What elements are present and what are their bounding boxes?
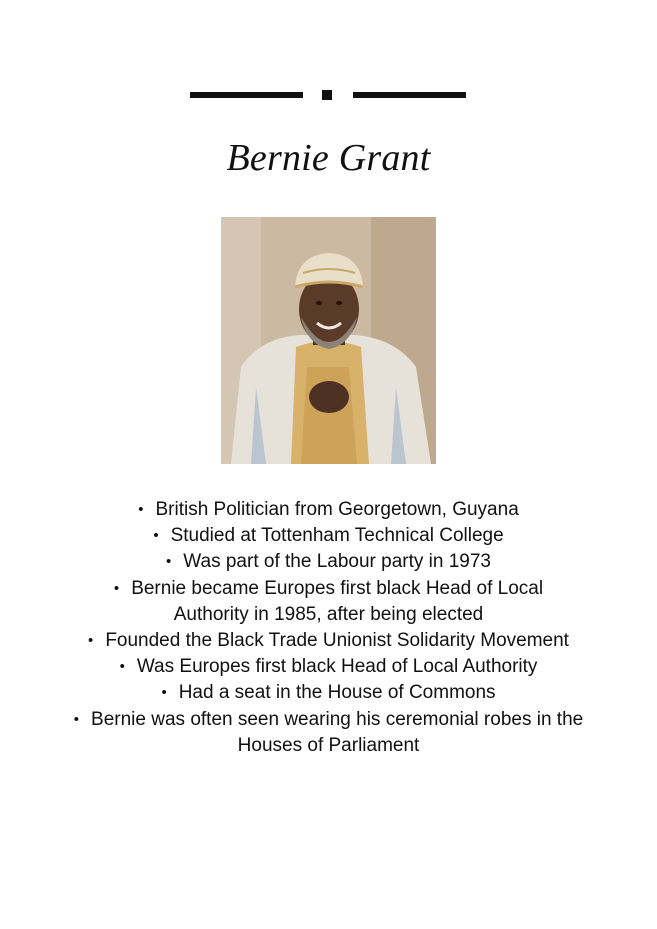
fact-text: Was part of the Labour party in 1973 — [183, 551, 491, 573]
decorative-divider — [0, 90, 657, 100]
list-item — [69, 707, 589, 759]
list-item — [0, 628, 657, 654]
fact-text: Had a seat in the House of Commons — [178, 682, 496, 704]
bullet-icon: • — [166, 553, 172, 571]
bullet-icon: • — [113, 579, 120, 597]
fact-text: Studied at Tottenham Technical College — [170, 525, 504, 547]
list-item — [0, 680, 657, 706]
bullet-icon: • — [153, 527, 159, 545]
portrait-illustration — [221, 217, 436, 464]
fact-text: Bernie was often seen wearing his ceremonial robes in the Houses of Parliament — [91, 708, 584, 756]
bullet-icon: • — [73, 710, 80, 728]
fact-text: Was Europes first black Head of Local Authority — [136, 656, 538, 678]
fact-text: Bernie became Europes first black Head of Local Authority in 1985, after being elected — [131, 577, 544, 625]
list-item — [0, 497, 657, 523]
portrait-photo — [221, 217, 436, 464]
divider-left-rule — [190, 92, 303, 98]
fact-text: British Politician from Georgetown, Guyana — [155, 499, 519, 520]
bullet-icon: • — [119, 658, 125, 676]
divider-right-rule — [353, 92, 466, 98]
list-item — [0, 549, 657, 575]
divider-center-dot — [322, 90, 332, 100]
page-title: Bernie Grant — [226, 137, 431, 179]
bullet-icon: • — [161, 684, 167, 702]
facts-list — [0, 497, 657, 759]
list-item — [0, 523, 657, 549]
list-item — [94, 576, 564, 628]
bullet-icon: • — [138, 501, 144, 518]
bullet-icon: • — [88, 632, 94, 650]
fact-text: Founded the Black Trade Unionist Solidarity Movement — [105, 630, 569, 652]
list-item — [0, 654, 657, 680]
